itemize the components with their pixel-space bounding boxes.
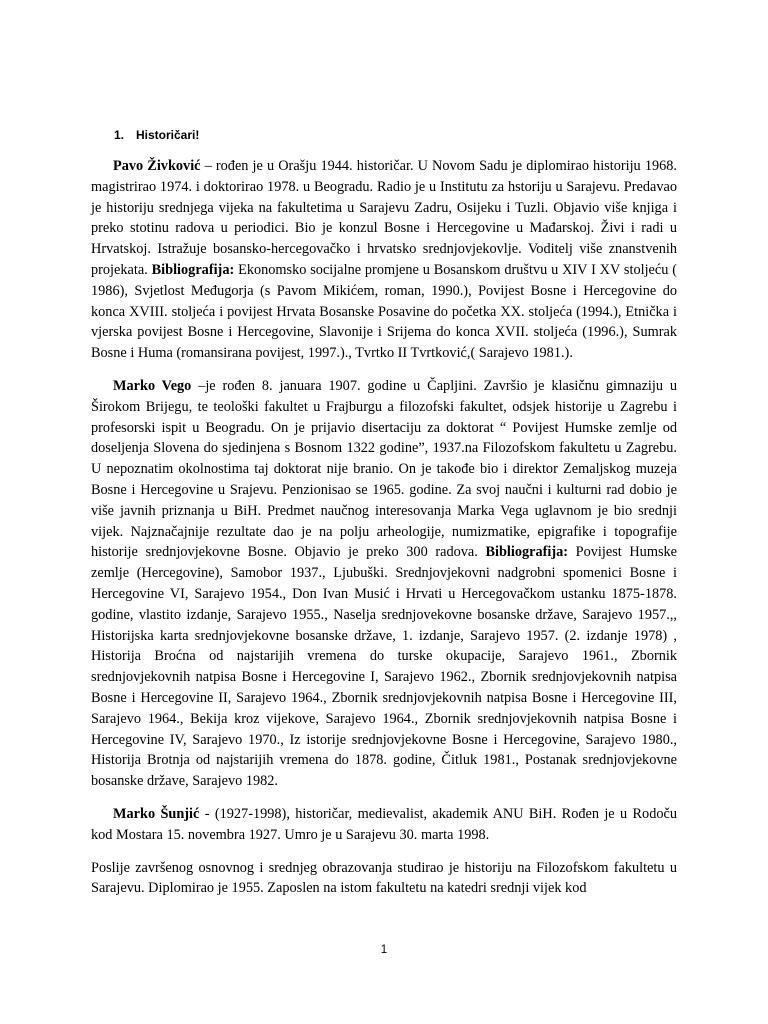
bibliography-text-vego: Povijest Humske zemlje (Hercegovine), Samobor 1937., Ljubuški. Srednjovjekovni nadgrobni spomenici Bosne i Hercegovine VI, Sarajevo 1954., Don Ivan Musić i Hrvati u Hercegovačkom ustanku 1875-1878. godine, vlastito izdanje, Sarajevo 1955., Naselja srednjovekovne bosanske države, Sarajevo 1957.,, Historijska karta srednjovjekovne bosanske države, 1. izdanje, Sarajevo 1957. (2. izdanje 1978) , Historija Broćna od najstarijih vremena do turske okupacije, Sarajevo 1961., Zbornik srednjovjekovnih natpisa Bosne i Hercegovine I, Sarajevo 1962., Zbornik srednjovjekovnih natpisa Bosne i Hercegovine II, Sarajevo 1964., Zbornik srednjovjekovnih natpisa Bosne i Hercegovine III, Sarajevo 1964., Bekija kroz vijekove, Sarajevo 1964., Zbornik srednjovjekovnih natpisa Bosne i Hercegovine IV, Sarajevo 1970., Iz istorije srednjovjekovne Bosne i Hercegovine, Sarajevo 1980., Historija Brotnja od najstarijih vremena do 1878. godine, Čitluk 1981., Postanak srednjovjekovne bosanske države, Sarajevo 1982.	[91, 544, 678, 790]
person-name-vego: Marko Vego	[113, 377, 192, 394]
bibliography-text-zivkovic: Ekonomsko socijalne promjene u Bosanskom društvu u XIV I XV stoljeću ( 1986), Svjetlost Međugorja (s Pavom Mikićem, roman, 1990.), Povijest Bosne i Hercegovine do konca XVIII. stoljeća i povijest Hrvata Bosanske Posavine do početka XX. stoljeća (1994.), Etnička i vjerska povijest Bosne i Hercegovine, Slavonije i Srijema do konca XVII. stoljeća (1996.), Sumrak Bosne i Huma (romansirana povijest, 1997.)., Tvrtko II Tvrtković,( Sarajevo 1981.).	[91, 261, 677, 362]
paragraph-zivkovic	[91, 156, 677, 364]
paragraph-vego	[91, 376, 677, 792]
paragraph-sunjic	[91, 804, 677, 846]
bio-text-zivkovic: – rođen je u Orašju 1944. historičar. U Novom Sadu je diplomirao historiju 1968. magistrirao 1974. i doktorirao 1978. u Beogradu. Radio je u Institutu za hstoriju u Sarajevu. Predavao je historiju srednjega vijeka na fakultetima u Sarajevu Zadru, Osijeku i Tuzli. Objavio više knjiga i preko stotinu radova u periodici. Bio je konzul Bosne i Hercegovine u Mađarskoj. Živi i radi u Hrvatskoj. Istražuje bosansko-hercegovačko i hrvatsko srednjovjekovlje. Voditelj više znanstvenih projekata.	[91, 158, 677, 278]
bio-text-sunjic: - (1927-1998), historičar, medievalist, akademik ANU BiH. Rođen je u Rodoču kod Mostara 15. novembra 1927. Umro je u Sarajevu 30. marta 1998.	[91, 805, 677, 843]
page-number: 1	[380, 944, 388, 956]
bio-text-sunjic-continued: Poslije završenog osnovnog i srednjeg obrazovanja studirao je historiju na Filozofskom fakultetu u Sarajevu. Diplomirao je 1955. Zaposlen na istom fakultetu na katedri srednji vijek kod	[91, 859, 677, 897]
section-title: Historičari!	[136, 128, 200, 142]
section-heading	[114, 128, 199, 142]
person-name-zivkovic: Pavo Živković	[113, 158, 201, 174]
document-body	[91, 156, 677, 911]
bibliography-label-vego: Bibliografija:	[485, 544, 569, 561]
paragraph-sunjic-continued	[91, 858, 677, 900]
bio-text-vego: –je rođen 8. januara 1907. godine u Čapljini. Završio je klasičnu gimnaziju u Širokom Brijegu, te teološki fakultet u Frajburgu a filozofski fakultet, odsjek historije u Zagrebu i profesorski ispit u Beogradu. On je prijavio disertaciju za doktorat “ Povijest Humske zemlje od doseljenja Slovena do sjedinjena s Bosnom 1322 godine”, 1937.na Filozofskom fakultetu u Zagrebu. U nepoznatim okolnostima taj doktorat nije branio. On je takođe bio i direktor Zemaljskog muzeja Bosne i Hercegovine u Srajevu. Penzionisao se 1965. godine. Za svoj naučni i kulturni rad dobio je više javnih priznanja u BiH. Predmet naučnog interesovanja Marka Vega uglavnom je bio srednji vijek. Najznačajnije rezultate dao je na polju arheologije, numizmatike, epigrafike i topografije historije srednjovjekovne Bosne. Objavio je preko 300 radova.	[91, 377, 677, 561]
bibliography-label-zivkovic: Bibliografija:	[151, 261, 235, 278]
section-number: 1.	[114, 128, 125, 142]
person-name-sunjic: Marko Šunjić	[113, 805, 200, 822]
